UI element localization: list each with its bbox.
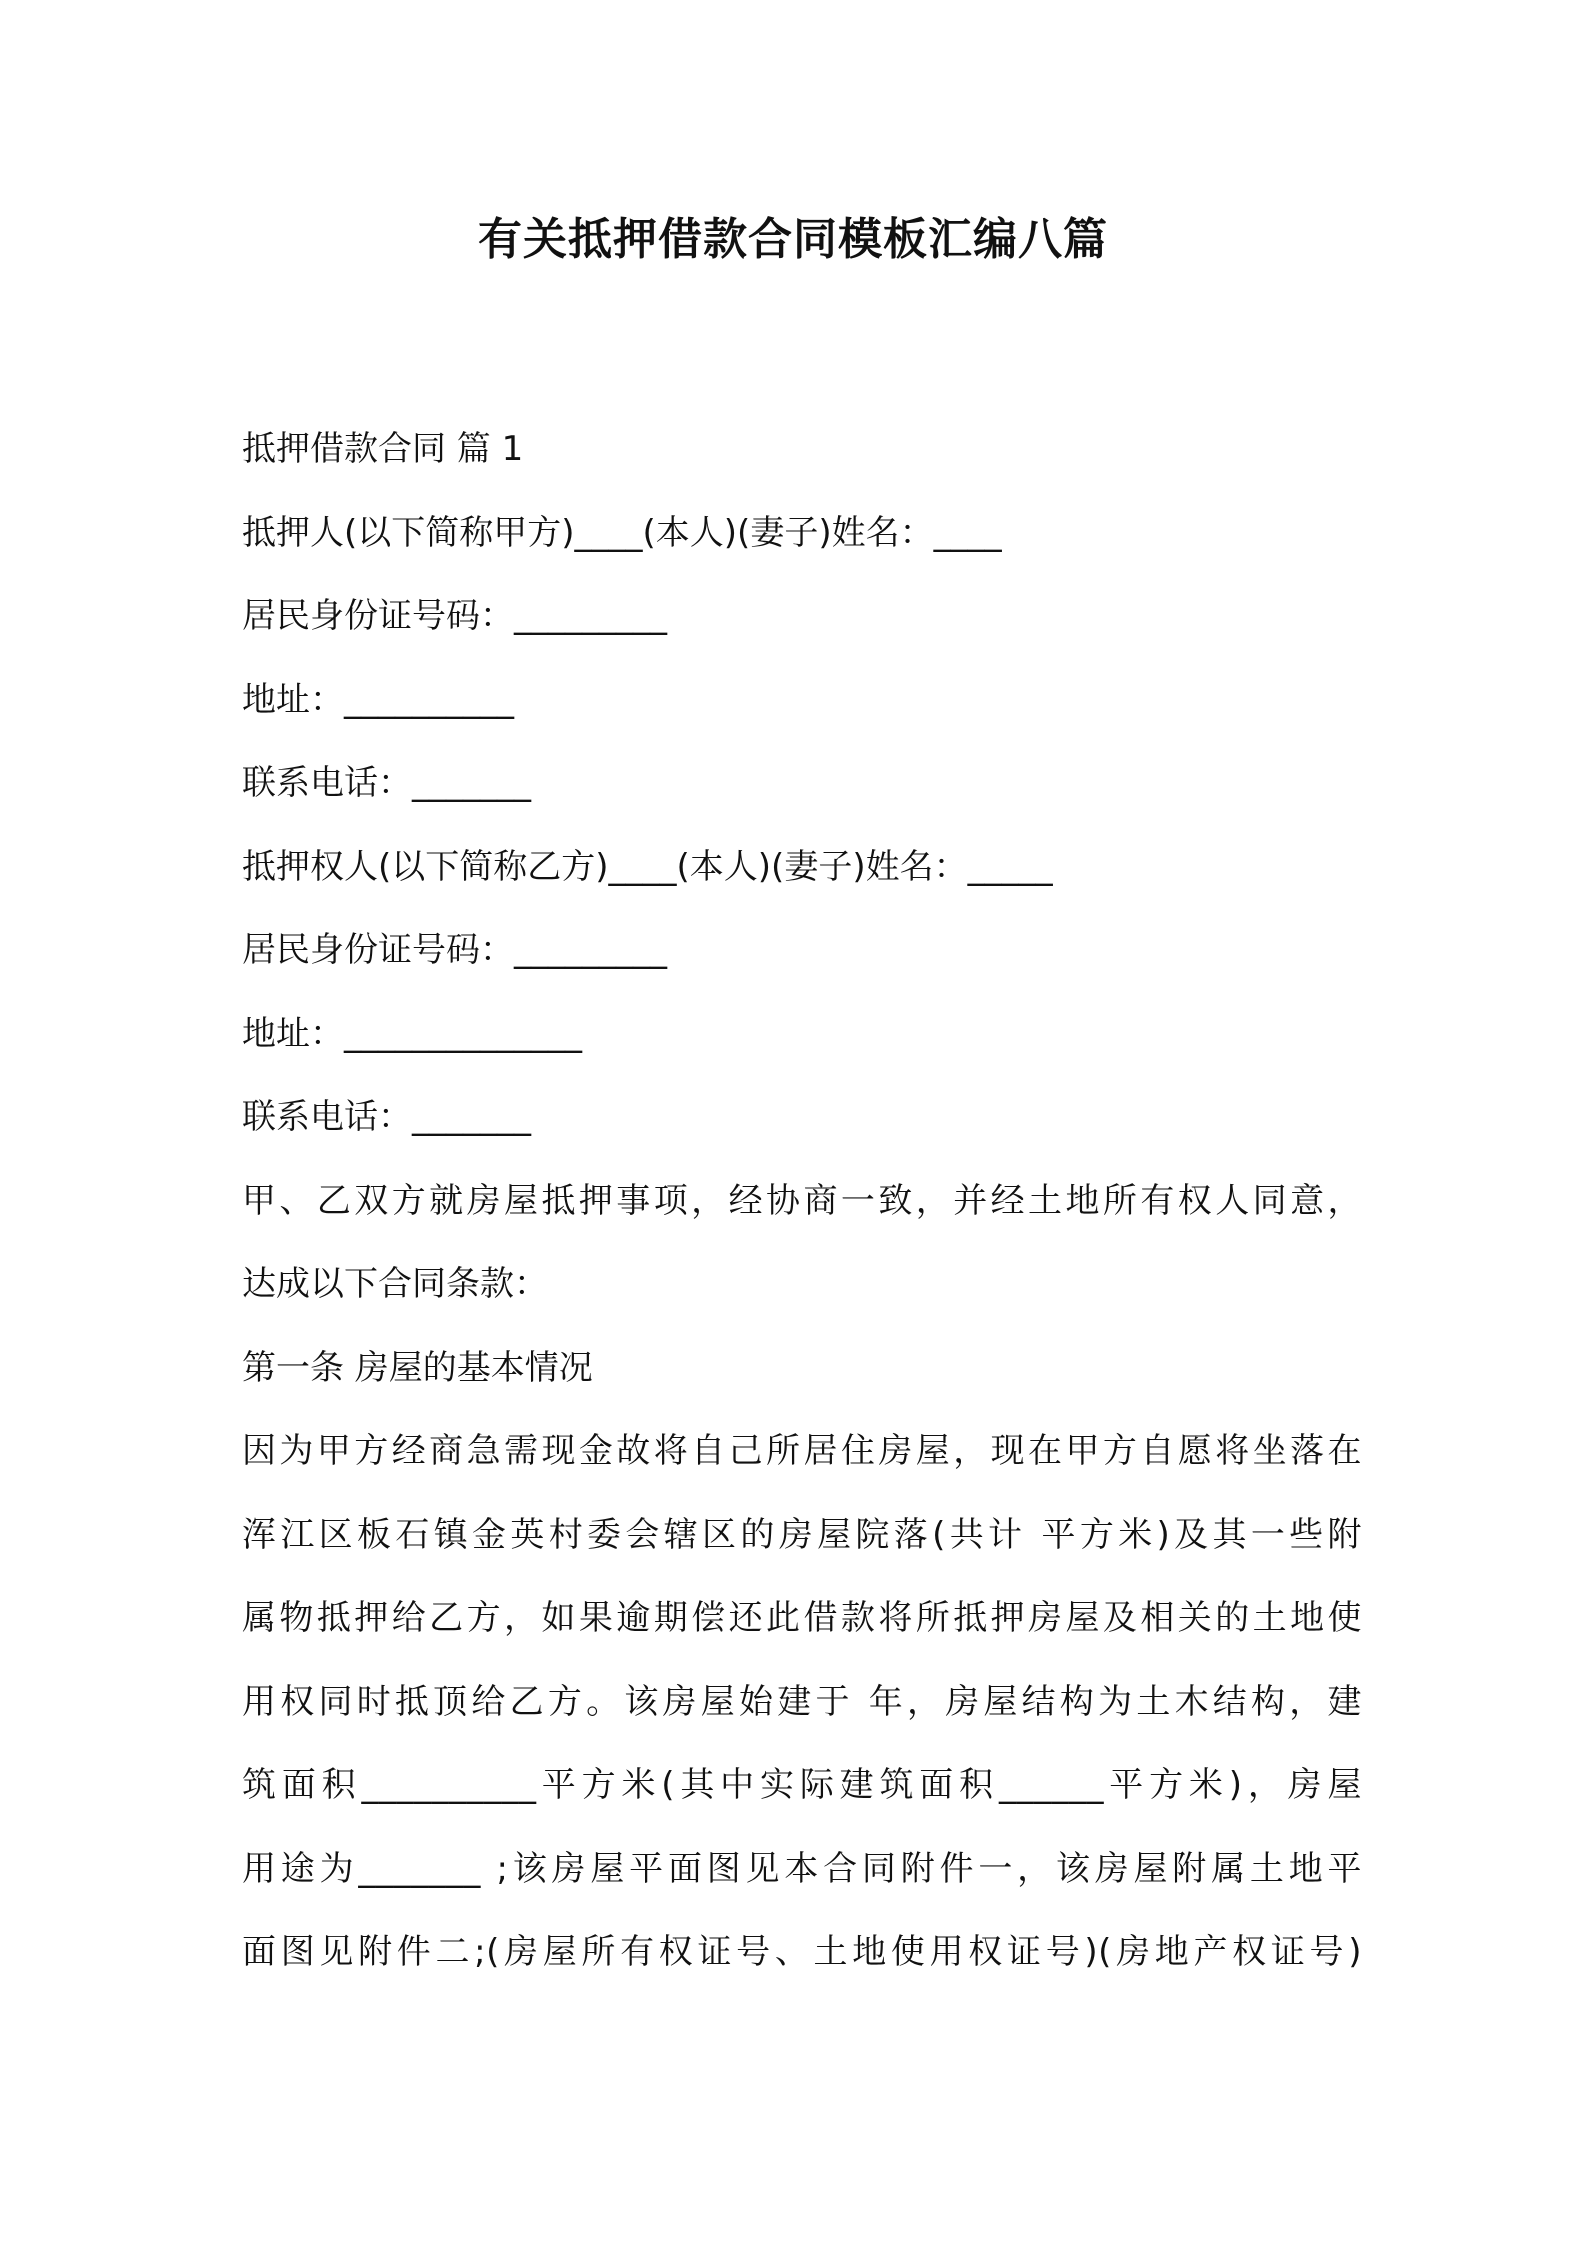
document-body <box>242 408 1362 1995</box>
article-text-line: 用权同时抵顶给乙方。该房屋始建于 年，房屋结构为土木结构，建 <box>242 1681 1362 1722</box>
article-text-line: 用途为_______ ;该房屋平面图见本合同附件一，该房屋附属土地平 <box>242 1848 1362 1889</box>
article-text-line: 面图见附件二;(房屋所有权证号、土地使用权证号)(房地产权证号) <box>242 1932 1362 1972</box>
mortgagor-name-line: 抵押人(以下简称甲方)____(本人)(妻子)姓名：____ <box>242 512 1002 553</box>
mortgagor-phone-line: 联系电话：_______ <box>242 763 531 803</box>
mortgagee-id-line: 居民身份证号码：_________ <box>242 930 667 970</box>
mortgagor-address-line: 地址：__________ <box>242 679 514 720</box>
mortgagor-id-line: 居民身份证号码：_________ <box>242 596 667 636</box>
article-text-line: 筑面积__________平方米(其中实际建筑面积______平方米)，房屋 <box>242 1765 1362 1805</box>
page-title: 有关抵押借款合同模板汇编八篇 <box>478 214 1108 265</box>
article-text-line: 因为甲方经商急需现金故将自己所居住房屋，现在甲方自愿将坐落在 <box>242 1431 1362 1471</box>
mortgagee-address-line: 地址：______________ <box>242 1013 582 1054</box>
agreement-text-line: 达成以下合同条款： <box>242 1264 548 1304</box>
mortgagee-name-line: 抵押权人(以下简称乙方)____(本人)(妻子)姓名：_____ <box>242 846 1053 887</box>
mortgagee-phone-line: 联系电话：_______ <box>242 1097 531 1137</box>
article-heading: 第一条 房屋的基本情况 <box>242 1347 593 1388</box>
article-text-line: 属物抵押给乙方，如果逾期偿还此借款将所抵押房屋及相关的土地使 <box>242 1598 1362 1638</box>
article-text-line: 浑江区板石镇金英村委会辖区的房屋院落(共计 平方米)及其一些附 <box>242 1514 1362 1555</box>
agreement-text-line: 甲、乙双方就房屋抵押事项，经协商一致，并经土地所有权人同意， <box>242 1180 1362 1221</box>
section-heading: 抵押借款合同 篇 1 <box>242 429 524 469</box>
